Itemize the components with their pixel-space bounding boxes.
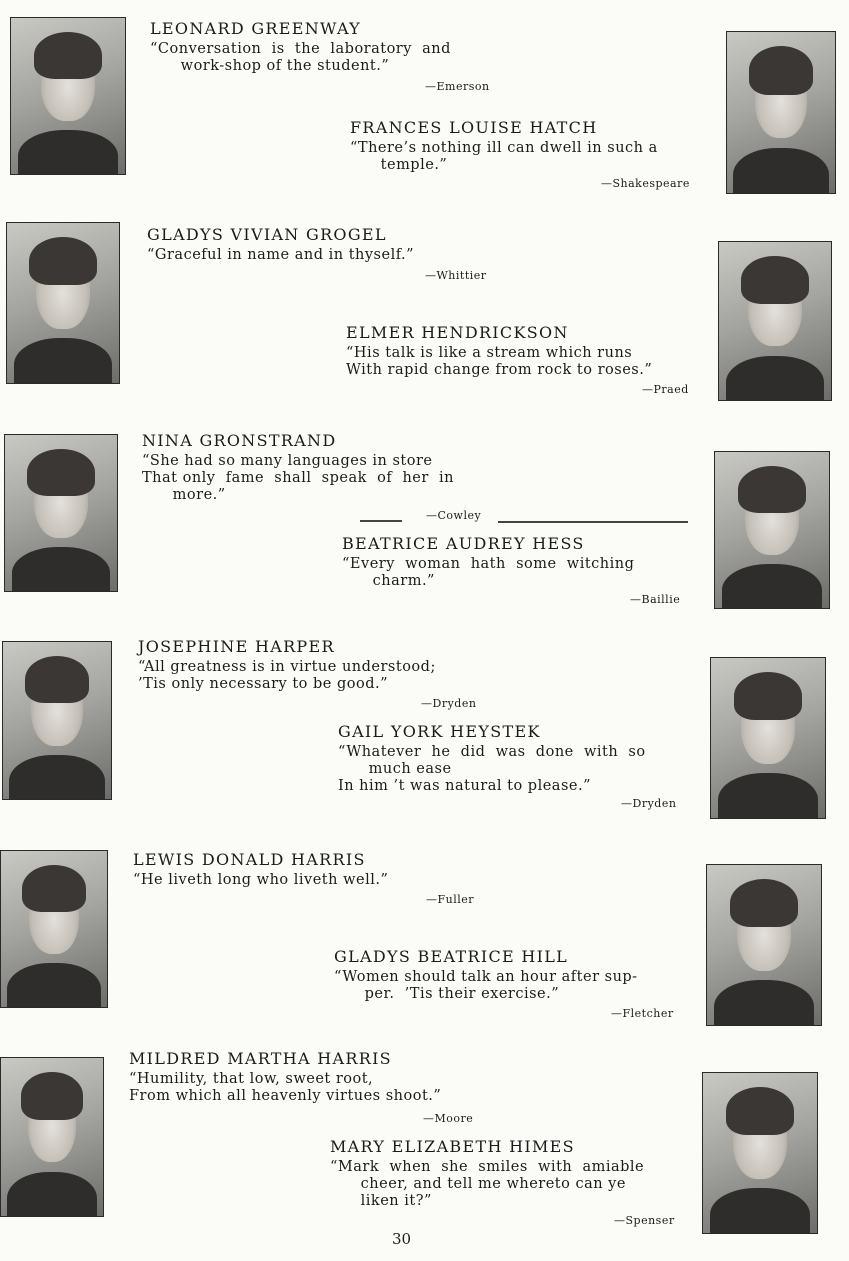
portrait-photo <box>714 451 830 609</box>
student-quote: “His talk is like a stream which runs With rapid change from rock to roses.” <box>346 345 653 378</box>
quote-author: —Shakespeare <box>601 177 690 190</box>
portrait-photo <box>2 641 112 800</box>
student-name: ELMER HENDRICKSON <box>346 323 569 342</box>
student-quote: “He liveth long who liveth well.” <box>133 872 389 888</box>
student-quote: “All greatness is in virtue understood; ’Tis only necessary to be good.” <box>138 659 436 692</box>
quote-author: —Spenser <box>614 1214 675 1227</box>
senior-entry <box>142 431 454 504</box>
senior-entry <box>334 947 638 1003</box>
student-name: MARY ELIZABETH HIMES <box>330 1137 575 1156</box>
portrait-photo <box>0 850 108 1008</box>
student-quote: “Mark when she smiles with amiable cheer, and tell me whereto can ye liken it?” <box>330 1159 645 1209</box>
portrait-photo <box>6 222 120 384</box>
student-quote: “She had so many languages in store That only fame shall speak of her in more.” <box>142 453 454 503</box>
senior-entry <box>129 1049 441 1105</box>
student-name: JOSEPHINE HARPER <box>138 637 335 656</box>
student-quote: “There’s nothing ill can dwell in such a temple.” <box>350 140 658 173</box>
senior-entry <box>338 722 646 795</box>
senior-entry <box>150 19 451 75</box>
quote-author: —Dryden <box>621 797 677 810</box>
senior-entry <box>138 637 436 693</box>
student-name: MILDRED MARTHA HARRIS <box>129 1049 392 1068</box>
quote-author: —Baillie <box>630 593 681 606</box>
senior-entry <box>330 1137 644 1210</box>
student-quote: “Women should talk an hour after sup- per. ’Tis their exercise.” <box>334 969 638 1002</box>
student-quote: “Humility, that low, sweet root, From which all heavenly virtues shoot.” <box>129 1071 442 1104</box>
senior-entry <box>350 118 658 174</box>
senior-entry <box>342 534 634 590</box>
portrait-photo <box>718 241 832 401</box>
portrait-photo <box>706 864 822 1026</box>
student-name: GAIL YORK HEYSTEK <box>338 722 541 741</box>
portrait-photo <box>726 31 836 194</box>
quote-author: —Whittier <box>425 269 487 282</box>
senior-entry <box>346 323 652 379</box>
quote-author: —Fletcher <box>611 1007 674 1020</box>
student-name: LEWIS DONALD HARRIS <box>133 850 366 869</box>
portrait-photo <box>710 657 826 819</box>
student-name: LEONARD GREENWAY <box>150 19 362 38</box>
print-artifact <box>498 521 688 523</box>
portrait-photo <box>702 1072 818 1234</box>
student-name: FRANCES LOUISE HATCH <box>350 118 598 137</box>
student-quote: “Conversation is the laboratory and work-shop of the student.” <box>150 41 451 74</box>
quote-author: —Fuller <box>426 893 475 906</box>
quote-author: —Emerson <box>425 80 490 93</box>
student-name: NINA GRONSTRAND <box>142 431 337 450</box>
portrait-photo <box>0 1057 104 1217</box>
quote-author: —Dryden <box>421 697 477 710</box>
student-name: GLADYS BEATRICE HILL <box>334 947 569 966</box>
page-number: 30 <box>392 1230 412 1248</box>
portrait-photo <box>4 434 118 592</box>
quote-author: —Moore <box>423 1112 474 1125</box>
student-quote: “Every woman hath some witching charm.” <box>342 556 635 589</box>
student-name: BEATRICE AUDREY HESS <box>342 534 585 553</box>
senior-entry <box>147 225 414 264</box>
portrait-photo <box>10 17 126 175</box>
student-quote: “Graceful in name and in thyself.” <box>147 247 415 263</box>
senior-entry <box>133 850 388 889</box>
print-artifact <box>360 520 402 522</box>
student-quote: “Whatever he did was done with so much ease In him ’t was natural to please.” <box>338 744 646 794</box>
quote-author: —Cowley <box>426 509 482 522</box>
student-name: GLADYS VIVIAN GROGEL <box>147 225 387 244</box>
quote-author: —Praed <box>642 383 689 396</box>
